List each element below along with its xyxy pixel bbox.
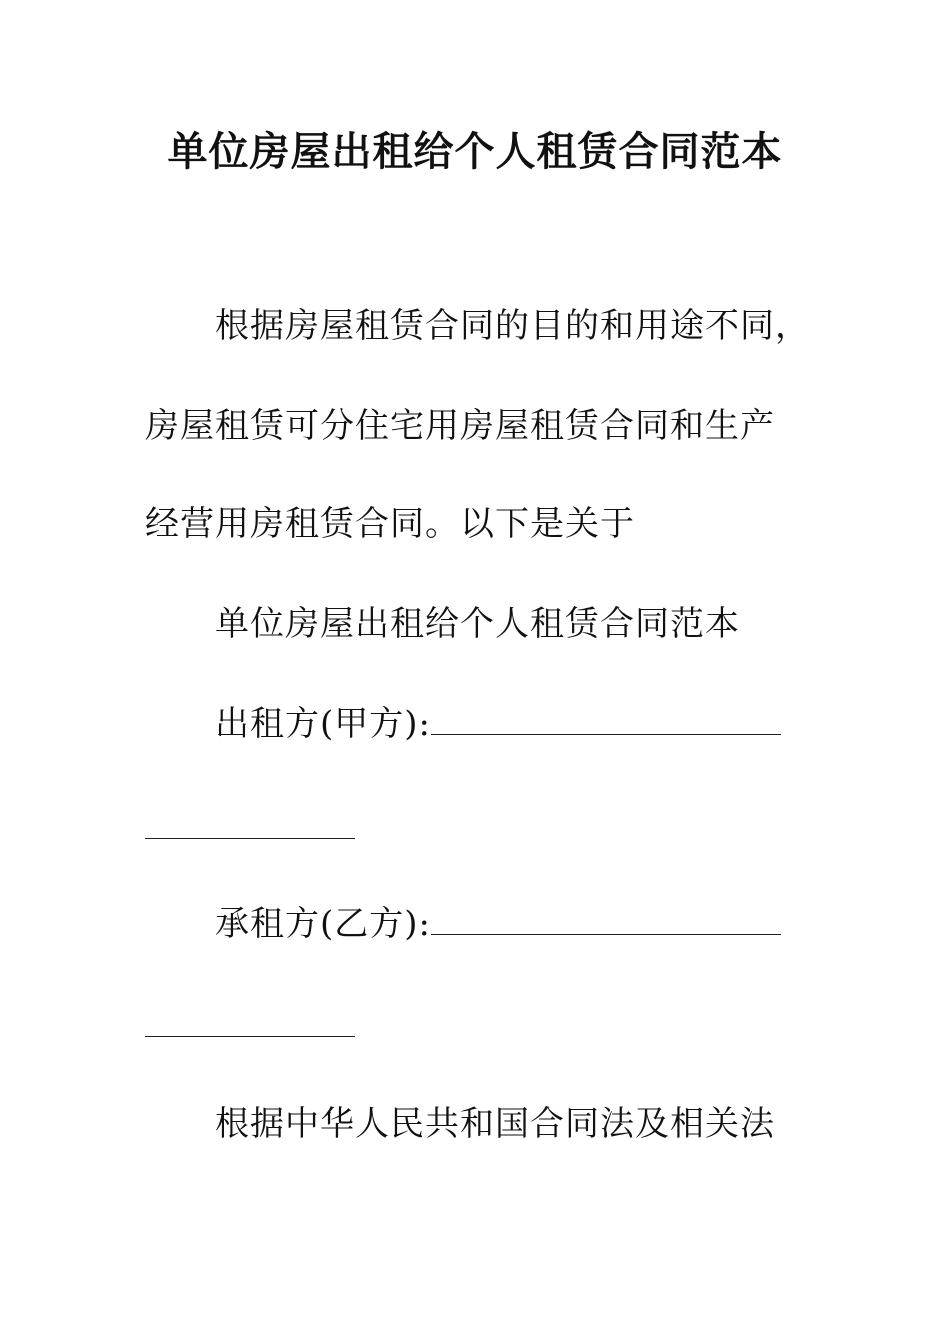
lessee-label: 承租方(乙方):	[215, 904, 431, 944]
lessor-blank-continuation	[145, 838, 355, 839]
lessee-blank-continuation	[145, 1036, 355, 1037]
intro-paragraph-line-2: 房屋租赁可分住宅用房屋租赁合同和生产	[145, 406, 775, 446]
lessor-label: 出租方(甲方):	[215, 704, 431, 744]
legal-basis-line: 根据中华人民共和国合同法及相关法	[215, 1104, 775, 1144]
lessor-field	[215, 702, 781, 746]
intro-paragraph-line-3: 经营用房租赁合同。以下是关于	[145, 504, 635, 544]
document-title: 单位房屋出租给个人租赁合同范本	[167, 128, 783, 175]
lessee-field	[215, 902, 781, 946]
lessor-blank-line	[431, 706, 781, 735]
contract-subtitle: 单位房屋出租给个人租赁合同范本	[215, 604, 740, 644]
lessee-blank-line	[431, 906, 781, 935]
intro-paragraph-line-1: 根据房屋租赁合同的目的和用途不同，	[215, 306, 810, 346]
